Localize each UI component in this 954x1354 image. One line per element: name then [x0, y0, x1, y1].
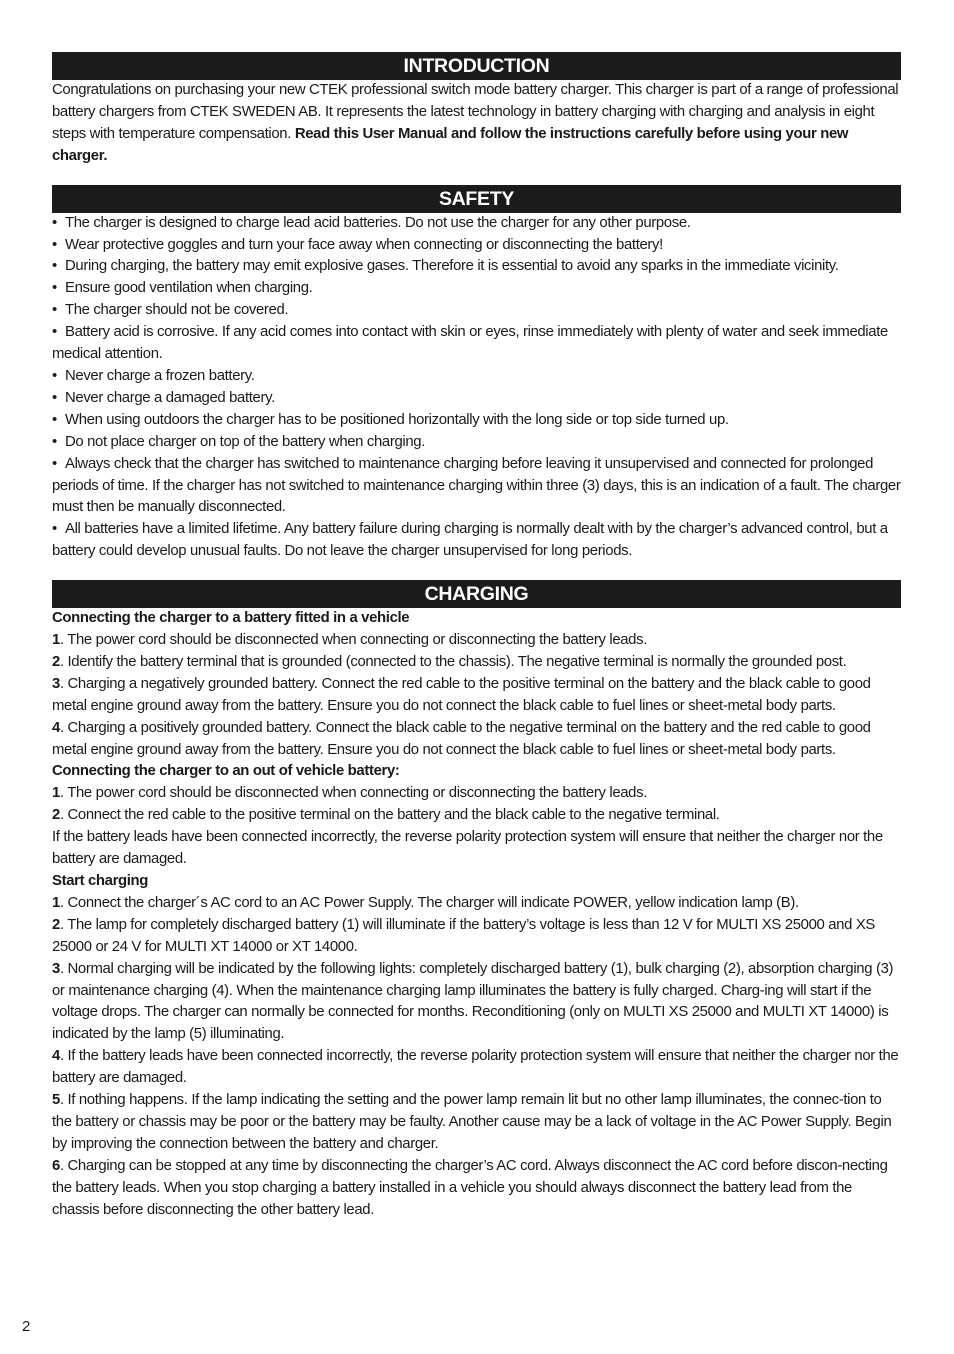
page-number: 2	[22, 1318, 31, 1335]
bullet-icon: •	[52, 367, 57, 384]
introduction-paragraph	[52, 80, 901, 168]
safety-item-text: Do not place charger on top of the battery when charging.	[65, 433, 426, 450]
safety-list	[52, 213, 901, 564]
safety-item	[52, 519, 901, 563]
safety-item	[52, 213, 901, 235]
introduction-text: Congratulations on purchasing your new CTEK professional switch mode battery charger. This charger is part of a range of professional battery chargers from CTEK SWEDEN AB. It represents the latest technology in battery charging with charging and analysis in eight steps with temperature compensation.	[52, 82, 899, 142]
step-number: 2	[52, 807, 60, 824]
safety-item-text: The charger is designed to charge lead acid batteries. Do not use the charger for any other purpose.	[65, 214, 691, 231]
safety-item-text: Battery acid is corrosive. If any acid comes into contact with skin or eyes, rinse immediately with plenty of water and seek immediate medical attention.	[52, 324, 888, 363]
step-text: . Charging a negatively grounded battery. Connect the red cable to the positive terminal on the battery and the black cable to good metal engine ground away from the battery. Ensure you do not connect the black cable to fuel lines or sheet-metal body parts.	[52, 675, 871, 714]
vehicle-battery-subheading: Connecting the charger to a battery fitted in a vehicle	[52, 610, 410, 627]
start-step	[52, 1046, 901, 1090]
step-number: 1	[52, 785, 60, 802]
start-step	[52, 1156, 901, 1222]
safety-item-text: The charger should not be covered.	[65, 302, 289, 319]
step-text: . Identify the battery terminal that is grounded (connected to the chassis). The negative terminal is normally the grounded post.	[59, 653, 847, 670]
safety-item-text: When using outdoors the charger has to be positioned horizontally with the long side or top side turned up.	[65, 411, 729, 428]
step-text: . Connect the red cable to the positive terminal on the battery and the black cable to the negative terminal.	[59, 807, 720, 824]
step-text: . Normal charging will be indicated by the following lights: completely discharged battery (1), bulk charging (2), absorption charging (3) or maintenance charging (4). When the maintenance charging lamp illuminates the battery is fully charged. Charg-ing will start if the voltage drops. The charger can normally be connected for months. Reconditioning (only on MULTI XS 25000 and MULTI XT 14000) is indicated by the lamp (5) illuminating.	[52, 960, 894, 1043]
step-number: 4	[52, 719, 60, 736]
step-number: 3	[52, 675, 60, 692]
bullet-icon: •	[52, 324, 57, 341]
step-number: 1	[52, 894, 60, 911]
safety-item-text: During charging, the battery may emit explosive gases. Therefore it is essential to avoid any sparks in the immediate vicinity.	[65, 258, 839, 275]
bullet-icon: •	[52, 258, 57, 275]
start-step	[52, 1090, 901, 1156]
bullet-icon: •	[52, 280, 57, 297]
bullet-icon: •	[52, 214, 57, 231]
step-text: . Charging can be stopped at any time by disconnecting the charger’s AC cord. Always disconnect the AC cord before discon-necting the battery leads. When you stop charging a battery installed in a vehicle you should always disconnect the battery lead from the chassis before disconnecting the other battery lead.	[52, 1157, 888, 1218]
introduction-bold-instruction: Read this User Manual and follow the instructions carefully before using your new charger.	[52, 125, 849, 164]
out-of-vehicle-step	[52, 805, 901, 827]
safety-item	[52, 432, 901, 454]
safety-item	[52, 410, 901, 432]
step-number: 5	[52, 1092, 60, 1109]
safety-item	[52, 256, 901, 278]
step-text: . Connect the charger´s AC cord to an AC Power Supply. The charger will indicate POWER, yellow indication lamp (B).	[59, 894, 799, 911]
bullet-icon: •	[52, 236, 57, 253]
start-charging-subheading: Start charging	[52, 873, 149, 889]
bullet-icon: •	[52, 455, 57, 472]
step-number: 3	[52, 960, 60, 977]
step-text: . Charging a positively grounded battery. Connect the black cable to the negative terminal on the battery and the red cable to good metal engine ground away from the battery. Ensure you do not connect the black cable to fuel lines or sheet-metal body parts.	[52, 719, 871, 758]
safety-item	[52, 388, 901, 410]
safety-item-text: Always check that the charger has switched to maintenance charging before leaving it unsupervised and connected for prolonged periods of time. If the charger has not switched to maintenance charging within three (3) days, this is an indication of a fault. The charger must then be manually disconnected.	[52, 455, 901, 516]
start-step	[52, 959, 901, 1047]
safety-heading: SAFETY	[52, 185, 901, 213]
charging-section	[52, 580, 901, 1221]
bullet-icon: •	[52, 433, 57, 450]
step-text: . If nothing happens. If the lamp indicating the setting and the power lamp remain lit but no other lamp illuminates, the connec-tion to the battery or chassis may be poor or the battery may be faulty. Another cause may be a lack of voltage in the AC Power Supply. Begin by improving the connection between the battery and charger.	[52, 1092, 892, 1152]
charging-body	[52, 608, 901, 1221]
step-number: 1	[52, 632, 60, 649]
step-text: . The power cord should be disconnected when connecting or disconnecting the battery leads.	[59, 632, 647, 649]
step-number: 4	[52, 1048, 60, 1065]
step-number: 6	[52, 1157, 60, 1174]
out-of-vehicle-step	[52, 783, 901, 805]
start-step	[52, 893, 901, 915]
safety-item	[52, 322, 901, 366]
safety-item-text: Wear protective goggles and turn your face away when connecting or disconnecting the battery!	[65, 236, 663, 253]
step-text: . If the battery leads have been connected incorrectly, the reverse polarity protection system will ensure that neither the charger nor the battery are damaged.	[52, 1048, 899, 1087]
safety-item-text: Never charge a damaged battery.	[65, 389, 275, 406]
bullet-icon: •	[52, 302, 57, 319]
start-step	[52, 915, 901, 959]
out-of-vehicle-subheading: Connecting the charger to an out of vehicle battery:	[52, 763, 400, 780]
introduction-heading: INTRODUCTION	[52, 52, 901, 80]
safety-item-text: All batteries have a limited lifetime. Any battery failure during charging is normally dealt with by the charger’s advanced control, but a battery could develop unusual faults. Do not leave the charger unsupervised for long periods.	[52, 521, 888, 560]
safety-item-text: Never charge a frozen battery.	[65, 367, 255, 384]
safety-item	[52, 278, 901, 300]
charging-heading: CHARGING	[52, 580, 901, 608]
step-number: 2	[52, 916, 60, 933]
vehicle-step	[52, 630, 901, 652]
vehicle-step	[52, 718, 901, 762]
reverse-polarity-note: If the battery leads have been connected incorrectly, the reverse polarity protection system will ensure that neither the charger nor the battery are damaged.	[52, 829, 883, 868]
safety-item	[52, 235, 901, 257]
safety-item-text: Ensure good ventilation when charging.	[65, 280, 313, 297]
safety-item	[52, 366, 901, 388]
vehicle-step	[52, 674, 901, 718]
bullet-icon: •	[52, 521, 57, 538]
vehicle-step	[52, 652, 901, 674]
step-number: 2	[52, 653, 60, 670]
introduction-section	[52, 52, 901, 168]
step-text: . The power cord should be disconnected when connecting or disconnecting the battery leads.	[59, 785, 647, 802]
manual-page	[52, 52, 901, 1222]
bullet-icon: •	[52, 411, 57, 428]
bullet-icon: •	[52, 389, 57, 406]
safety-item	[52, 300, 901, 322]
safety-section	[52, 185, 901, 564]
safety-item	[52, 454, 901, 520]
step-text: . The lamp for completely discharged battery (1) will illuminate if the battery’s voltage is less than 12 V for MULTI XS 25000 and XS 25000 or 24 V for MULTI XT 14000 or XT 14000.	[52, 916, 875, 955]
